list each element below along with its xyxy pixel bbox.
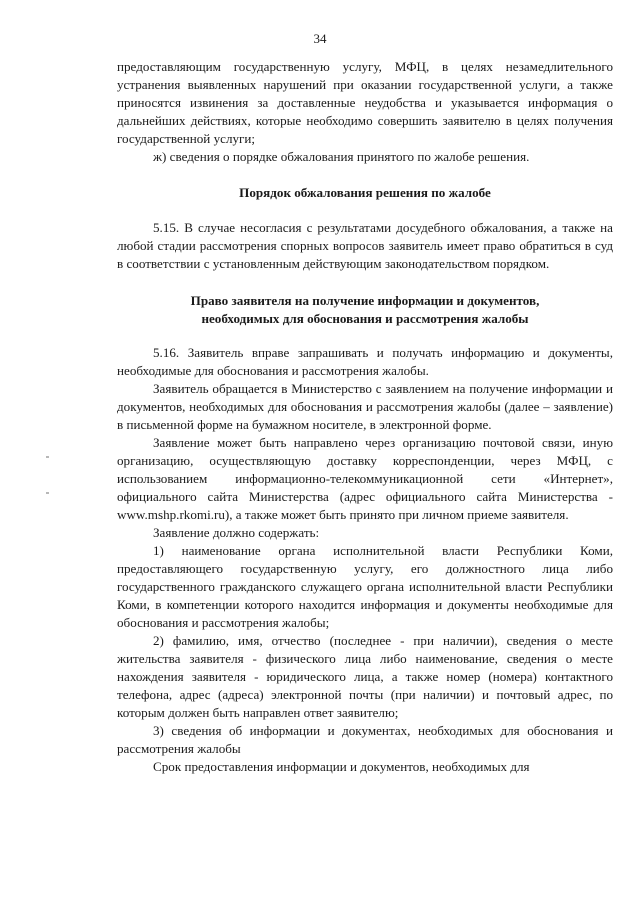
paragraph-5-15: 5.15. В случае несогласия с результатами досудебного обжалования, а также на любой стадии рассмотрения спорных вопросов заявитель имеет право обратиться в суд в соответствии с установленным действующим законодательством порядком. — [117, 220, 613, 271]
paragraph-item-zh: ж) сведения о порядке обжалования принятого по жалобе решения. — [153, 149, 530, 164]
heading-line-1: Право заявителя на получение информации и документов, — [190, 293, 540, 308]
heading-line-2: необходимых для обоснования и рассмотрения жалобы — [201, 311, 529, 326]
scan-mark — [46, 456, 49, 458]
paragraph-application-contents: Заявление должно содержать: — [153, 525, 320, 540]
document-body — [117, 58, 613, 776]
section-heading-appeal-procedure: Порядок обжалования решения по жалобе — [239, 185, 491, 200]
paragraph-application-channels: Заявление может быть направлено через организацию почтовой связи, иную организацию, осуществляющую доставку корреспонденции, через МФЦ, с использованием информационно-телекоммуникационной сети «Интернет», официального сайта Министерства (адрес официального сайта Министерства - www.mshp.rkomi.ru), а также может быть принято при личном приеме заявителя. — [117, 435, 613, 522]
paragraph-application-submission: Заявитель обращается в Министерство с заявлением на получение информации и документов, необходимых для обоснования и рассмотрения жалобы (далее – заявление) в письменной форме на бумажном носителе, в электронной форме. — [117, 381, 613, 432]
paragraph-deadline: Срок предоставления информации и документов, необходимых для — [153, 759, 530, 774]
paragraph-continuation: предоставляющим государственную услугу, МФЦ, в целях незамедлительного устранения выявленных нарушений при оказании государственной услуги, а также приносятся извинения за доставленные неудобства и указывается информация о дальнейших действиях, которые необходимо совершить заявителю в целях получения государственной услуги; — [117, 59, 613, 146]
page-number: 34 — [313, 31, 327, 46]
list-item-2: 2) фамилию, имя, отчество (последнее - при наличии), сведения о месте жительства заявителя - физического лица либо наименование, сведения о месте нахождения заявителя - юридического лица, а также номер (номера) контактного телефона, адрес (адреса) электронной почты (при наличии) и почтовый адрес, по которым должен быть направлен ответ заявителю; — [117, 633, 613, 720]
section-heading-right-to-information — [117, 292, 613, 328]
list-item-3: 3) сведения об информации и документах, необходимых для обоснования и рассмотрения жалобы — [117, 723, 613, 756]
paragraph-5-16: 5.16. Заявитель вправе запрашивать и получать информацию и документы, необходимые для обоснования и рассмотрения жалобы. — [117, 345, 613, 378]
list-item-1: 1) наименование органа исполнительной власти Республики Коми, предоставляющего государственную услугу, его должностного лица либо государственного гражданского служащего органа исполнительной власти Республики Коми, в компетенции которого находится информация и документы необходимые для обоснования и рассмотрения жалобы; — [117, 543, 613, 630]
scan-mark — [46, 492, 49, 494]
